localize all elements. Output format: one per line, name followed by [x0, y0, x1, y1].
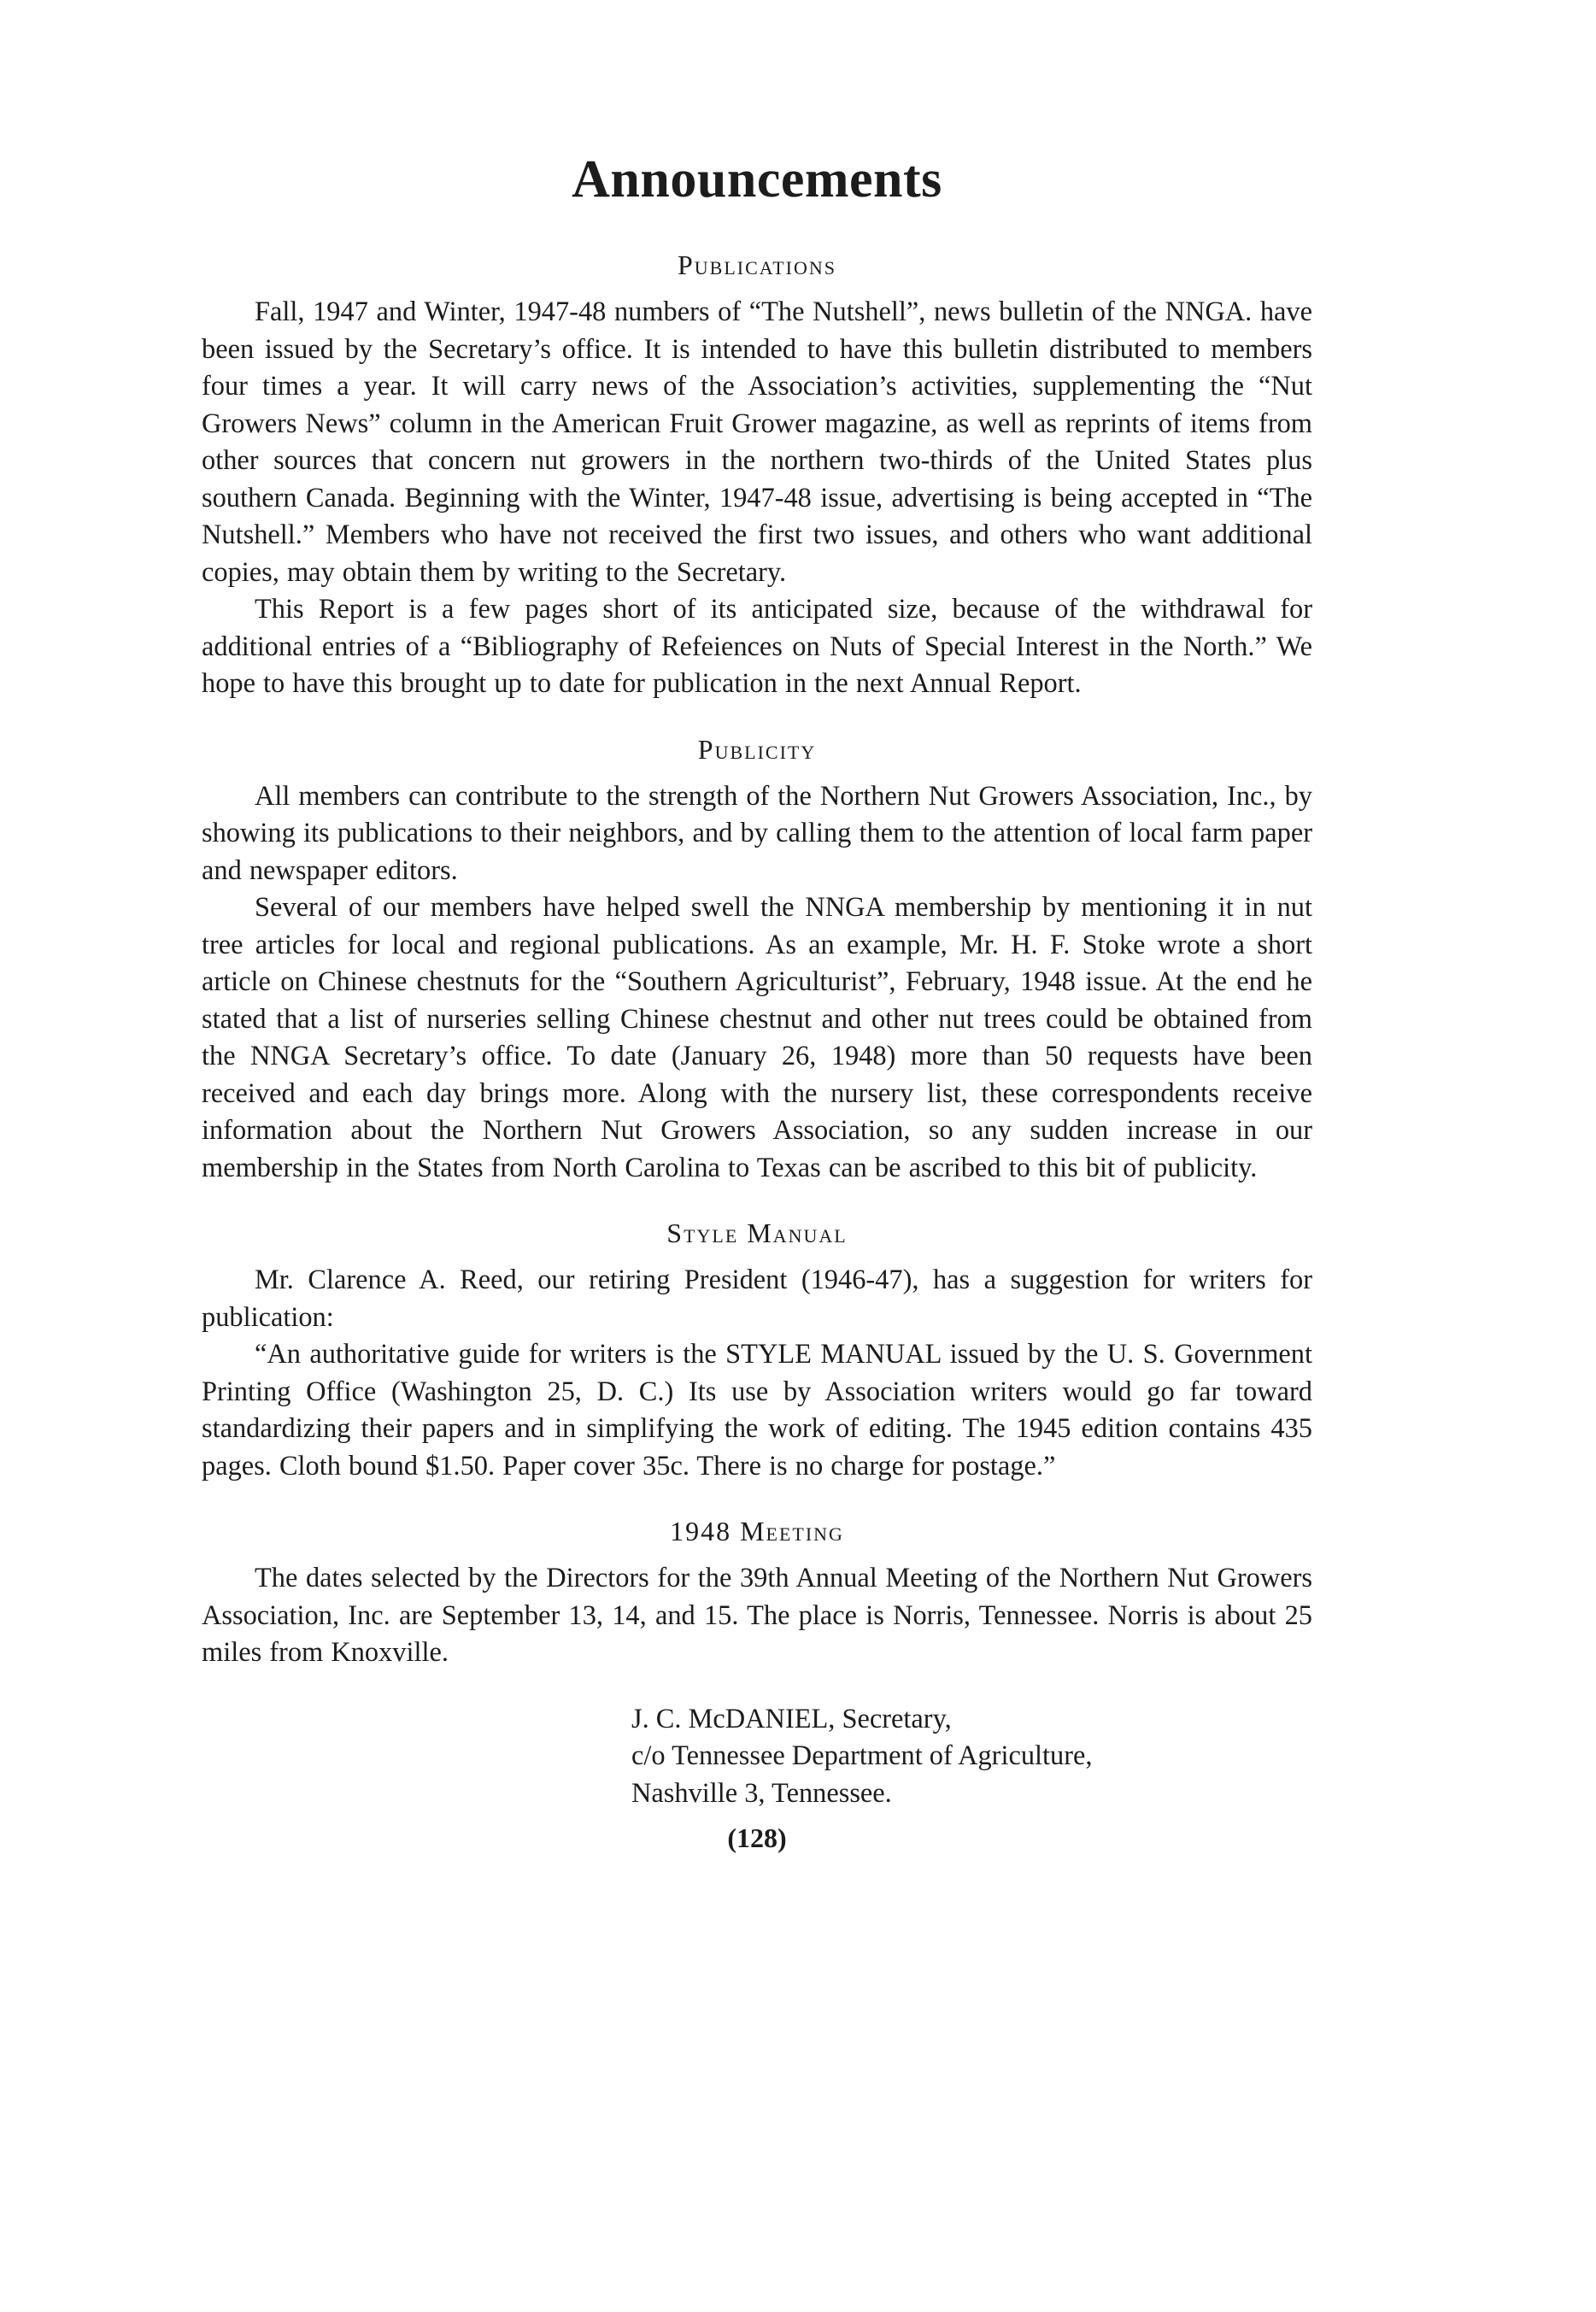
- signature-city: Nashville 3, Tennessee.: [631, 1777, 892, 1809]
- paragraph: Fall, 1947 and Winter, 1947-48 numbers of “The Nutshell”, news bulletin of the NNGA. have been issued by the Secretary’s office. It is intended to have this bulletin distributed to members four times a year. It will carry news of the Association’s activities, supplementing the “Nut Growers News” column in the American Fruit Grower magazine, as well as reprints of items from other sources that concern nut growers in the northern two-thirds of the United States plus southern Canada. Beginning with the Winter, 1947-48 issue, advertising is being accepted in “The Nutshell.” Members who have not received the first two issues, and others who want additional copies, may obtain them by writing to the Secretary.: [202, 296, 1312, 588]
- paragraph: Several of our members have helped swell the NNGA membership by mentioning it in nut tree articles for local and regional publications. As an example, Mr. H. F. Stoke wrote a short article on Chinese chestnuts for the “Southern Agriculturist”, February, 1948 issue. At the end he stated that a list of nurseries selling Chinese chestnut and other nut trees could be obtained from the NNGA Secretary’s office. To date (January 26, 1948) more than 50 requests have been received and each day brings more. Along with the nursery list, these correspondents receive information about the Northern Nut Growers Association, so any sudden increase in our membership in the States from North Carolina to Texas can be ascribed to this bit of publicity.: [202, 892, 1312, 1183]
- section-heading: Publications: [677, 249, 837, 280]
- signature-address: c/o Tennessee Department of Agriculture,: [631, 1740, 1093, 1771]
- section-1948-meeting: [202, 1514, 1312, 1672]
- page: [202, 145, 1312, 1855]
- paragraph: The dates selected by the Directors for the 39th Annual Meeting of the Northern Nut Growers Association, Inc. are September 13, 14, and 15. The place is Norris, Tennessee. Norris is about 25 miles from Knoxville.: [202, 1563, 1312, 1668]
- section-heading: Style Manual: [666, 1218, 848, 1248]
- section-heading: 1948 Meeting: [670, 1516, 844, 1546]
- section-heading: Publicity: [697, 733, 817, 765]
- page-number: (128): [727, 1822, 787, 1853]
- signature-name: J. C. McDANIEL, Secretary,: [631, 1703, 952, 1734]
- paragraph: Mr. Clarence A. Reed, our retiring President (1946-47), has a suggestion for writers for publication:: [202, 1265, 1312, 1333]
- paragraph: All members can contribute to the strength of the Northern Nut Growers Association, Inc., by showing its publications to their neighbors, and by calling them to the attention of local farm paper and newspaper editors.: [202, 780, 1312, 886]
- paragraph: This Report is a few pages short of its anticipated size, because of the withdrawal for additional entries of a “Bibliography of Refeiences on Nuts of Special Interest in the North.” We hope to have this brought up to date for publication in the next Annual Report.: [202, 594, 1312, 699]
- section-publicity: [202, 732, 1312, 1188]
- page-title: Announcements: [572, 150, 942, 208]
- signature-block: [631, 1701, 1312, 1813]
- paragraph: “An authoritative guide for writers is the STYLE MANUAL issued by the U. S. Government Printing Office (Washington 25, D. C.) Its use by Association writers would go far toward standardizing their papers and in simplifying the work of editing. The 1945 edition contains 435 pages. Cloth bound $1.50. Paper cover 35c. There is no charge for postage.”: [202, 1339, 1312, 1482]
- section-style-manual: [202, 1216, 1312, 1485]
- section-publications: [202, 248, 1312, 703]
